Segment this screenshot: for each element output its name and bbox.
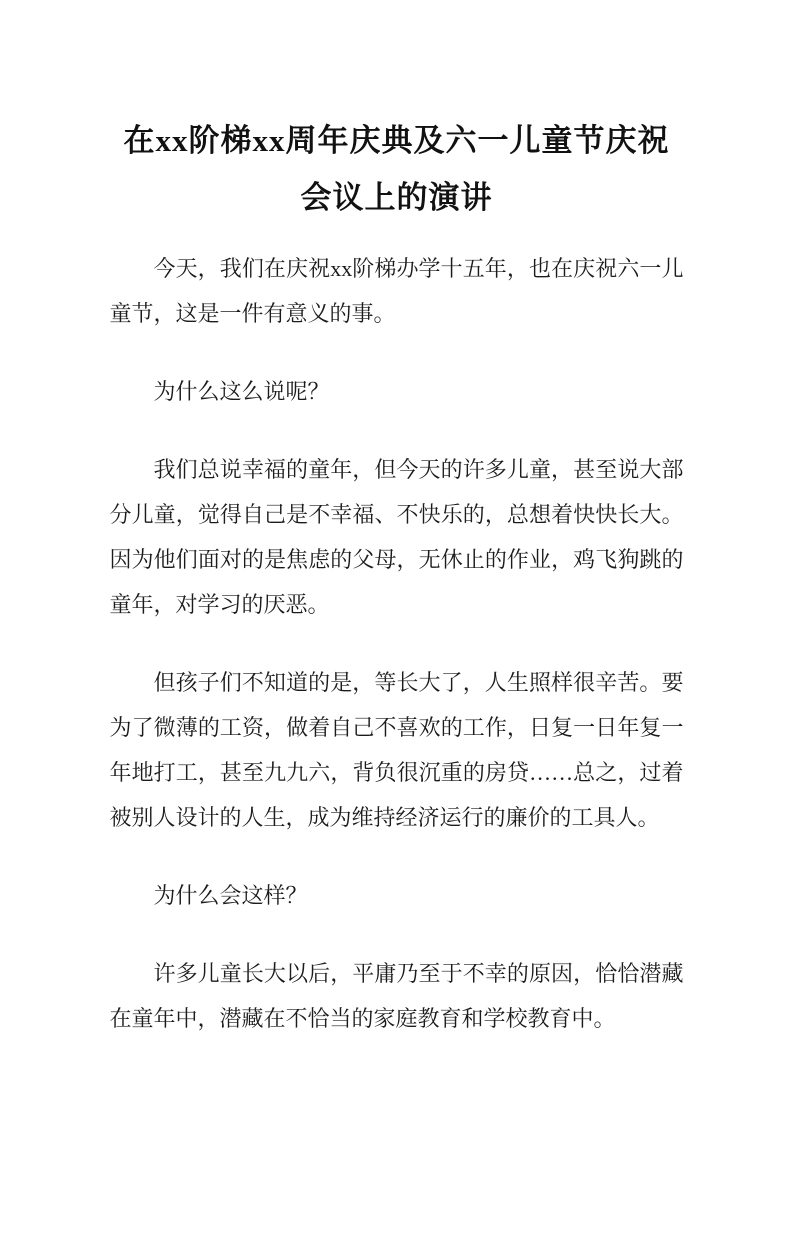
document-title: 在xx阶梯xx周年庆典及六一儿童节庆祝会议上的演讲 (123, 123, 670, 215)
paragraph-question-2: 为什么会这样？ (153, 883, 308, 908)
document-page (110, 112, 684, 1041)
paragraph-adult-hardship: 但孩子们不知道的是，等长大了，人生照样很辛苦。要为了微薄的工资，做着自己不喜欢的工作，日复一日年复一年地打工，甚至九九六，背负很沉重的房贷……总之，过着被别人设计的人生，成为维持经济运行的廉价的工具人。 (109, 670, 684, 830)
paragraph-childhood-unhappiness: 我们总说幸福的童年，但今天的许多儿童，甚至说大部分儿童，觉得自己是不幸福、不快乐的，总想着快快长大。因为他们面对的是焦虑的父母，无休止的作业，鸡飞狗跳的童年，对学习的厌恶。 (109, 457, 684, 617)
paragraph-question-1: 为什么这么说呢？ (153, 379, 330, 404)
paragraph-cause: 许多儿童长大以后，平庸乃至于不幸的原因，恰恰潜藏在童年中，潜藏在不恰当的家庭教育和学校教育中。 (109, 961, 684, 1031)
paragraph-intro: 今天，我们在庆祝xx阶梯办学十五年，也在庆祝六一儿童节，这是一件有意义的事。 (109, 256, 684, 326)
